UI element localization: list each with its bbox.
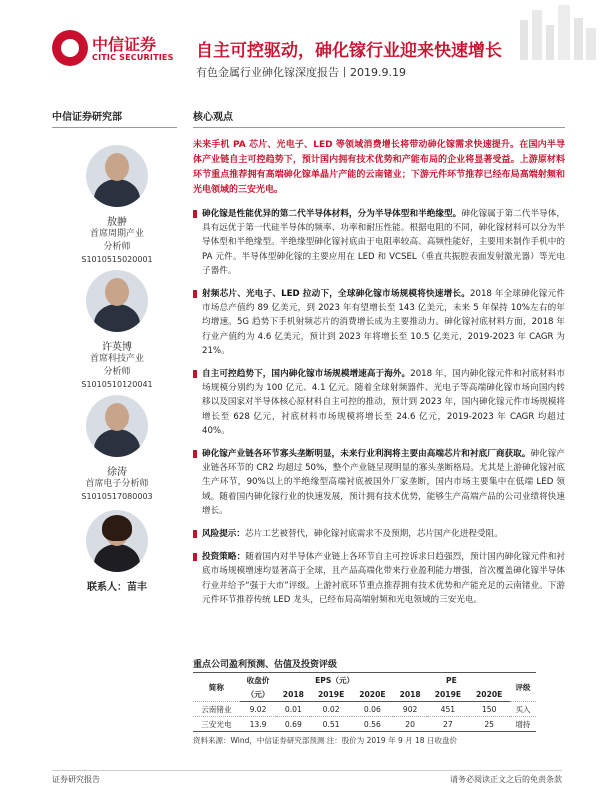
paragraph-lead: 风险提示： <box>202 529 245 540</box>
analyst-card <box>52 270 182 389</box>
cell-pe: 451 <box>427 702 468 717</box>
analyst-card <box>52 395 182 501</box>
paragraph-lead: 射频芯片、光电子、LED 拉动下，全球砷化镓市场规模将快速增长。 <box>202 289 471 300</box>
cell-rating: 增持 <box>510 717 536 732</box>
decorative-skyline-icon <box>510 0 600 60</box>
footer-left-text: 证券研究报告 <box>52 775 100 784</box>
col-header-name: 简称 <box>193 673 240 702</box>
cell-pe: 902 <box>393 702 427 717</box>
bullet-marker-icon <box>193 210 197 218</box>
col-header-year: 2019E <box>427 687 468 702</box>
col-header-year: 2018 <box>276 687 310 702</box>
cell-eps: 0.06 <box>352 702 393 717</box>
table-title: 重点公司盈利预测、估值及投资评级 <box>193 660 338 670</box>
analyst-card <box>52 145 182 264</box>
paragraph-text: 2018 年全球砷化镓元件市场总产值约 89 亿美元，到 2023 年有望增长至 143 亿美元，未来 5 年保持 10%左右的年均增速。5G 趋势下手机射频芯片的消费增长成为主要推动力。砷化镓衬底材料方面，2018 年行业产值约为 4.6 亿美元，预计到 2023 年将增长至 10.5 亿美元，2019-2023 年 CAGR 为 21%。 <box>202 289 565 356</box>
col-header-year: 2020E <box>469 687 510 702</box>
strategy-paragraph <box>193 550 565 607</box>
analyst-role: 分析师 <box>103 242 131 252</box>
citic-logo-icon <box>52 30 88 66</box>
cell-price: 13.9 <box>240 717 276 732</box>
contact-card <box>52 510 182 593</box>
analyst-license: S1010510120041 <box>81 380 153 389</box>
bullet-marker-icon <box>193 290 197 298</box>
footer-disclaimer-text: 请务必阅读正文之后的免责条款 <box>450 775 562 784</box>
cell-price: 9.02 <box>240 702 276 717</box>
analyst-name: 许英博 <box>102 342 132 353</box>
analyst-name: 敖翀 <box>107 217 127 228</box>
cell-eps: 0.56 <box>352 717 393 732</box>
cell-pe: 20 <box>393 717 427 732</box>
col-header-year: 2020E <box>352 687 393 702</box>
analyst-sidebar <box>52 108 182 128</box>
analyst-role: 首席周期产业 <box>89 229 144 239</box>
table-source-note: 资料来源：Wind，中信证券研究部预测 注：股价为 2019 年 9 月 18 日收盘价 <box>193 736 457 745</box>
bullet-marker-icon <box>193 530 197 538</box>
view-paragraph <box>193 207 565 278</box>
contact-person: 联系人：苗丰 <box>87 582 147 593</box>
paragraph-lead: 砷化镓产业链各环节寡头垄断明显，未来行业利润将主要由高端芯片和衬底厂商获取。 <box>202 449 531 460</box>
report-subtitle: 有色金属行业砷化镓深度报告丨2019.9.19 <box>196 66 406 79</box>
logo-en-text: CITIC SECURITIES <box>92 53 174 62</box>
avatar <box>86 395 148 457</box>
analyst-license: S1010517080003 <box>81 492 153 501</box>
col-header-year: 2019E <box>310 687 351 702</box>
bullet-marker-icon <box>193 370 197 378</box>
cell-eps: 0.02 <box>310 702 351 717</box>
report-title: 自主可控驱动，砷化镓行业迎来快速增长 <box>196 41 502 61</box>
cell-eps: 0.69 <box>276 717 310 732</box>
analyst-role: 首席电子分析师 <box>85 479 149 489</box>
analyst-role: 分析师 <box>103 367 131 377</box>
paragraph-lead: 砷化镓是性能优异的第二代半导体材料，分为半导体型和半绝缘型。 <box>202 209 462 219</box>
avatar <box>86 510 148 572</box>
view-paragraph <box>193 447 565 518</box>
col-header-price: 收盘价 <box>240 673 276 688</box>
cell-name: 三安光电 <box>193 717 240 732</box>
paragraph-text: 2018 年，国内砷化镓元件和衬底材料市场规模分别约为 100 亿元、4.1 亿元。随着全球射频器件、光电子等高端砷化镓市场向国内转移以及国家对半导体核心原材料自主可控的推动，预计到 2023 年，国内砷化镓元件市场规模将增长至 628 亿元，衬底材料市场规模将增长至 24.6 亿元，2019-2023 年 CAGR 均超过 40%。 <box>202 369 565 436</box>
cell-pe: 25 <box>469 717 510 732</box>
cell-pe: 27 <box>427 717 468 732</box>
core-views-heading: 核心观点 <box>193 108 565 128</box>
col-header-rating: 评级 <box>510 673 536 702</box>
col-header-pe: PE <box>393 673 510 688</box>
analyst-license: S1010515020001 <box>81 255 153 264</box>
paragraph-text: 芯片工艺被替代，砷化镓衬底需求不及预期，芯片国产化进程受阻。 <box>244 529 503 540</box>
cell-name: 云南锗业 <box>193 702 240 717</box>
bullet-marker-icon <box>193 450 197 458</box>
bullet-marker-icon <box>193 553 197 561</box>
paragraph-text: 砷化镓产业链各环节的 CR2 均超过 50%，整个产业链呈现明显的寡头垄断格局。尤其是上游砷化镓衬底生产环节，90%以上的半绝缘型高端衬底被国外厂家垄断，国内市场主要集中在低端 LED 领域。随着国内砷化镓行业的快速发展，预计拥有技术优势，能够生产高端产品的公司业绩将快速增长。 <box>202 449 565 516</box>
summary-text: 未来手机 PA 芯片、光电子、LED 等领域消费增长将带动砷化镓需求快速提升。在国内半导体产业链自主可控趋势下，预计国内拥有技术优势和产能布局的企业将显著受益。上游原材料环节重点推荐拥有高端砷化镓单晶片产能的云南锗业；下游元件环节推荐已经布局高端射频和光电领域的三安光电。 <box>193 140 565 195</box>
logo-cn-text: 中信证券 <box>92 35 157 54</box>
col-header-eps: EPS（元） <box>276 673 393 688</box>
col-header-price-unit: （元） <box>240 687 276 702</box>
cell-pe: 150 <box>469 702 510 717</box>
avatar <box>86 145 148 207</box>
report-header <box>0 0 600 92</box>
table-row <box>193 717 536 732</box>
page-footer <box>52 770 562 785</box>
table-row <box>193 702 536 717</box>
paragraph-lead: 投资策略： <box>202 552 246 563</box>
risk-paragraph <box>193 527 565 541</box>
paragraph-lead: 自主可控趋势下，国内砷化镓市场规模增速高于海外。 <box>202 369 411 380</box>
paragraph-text: 砷化镓属于第二代半导体，具有远优于第一代硅半导体的频率、功率和耐压性能。根据电阻的不同，砷化镓材料可以分为半导体型和半绝缘型。半绝缘型砷化镓衬底由于电阻率较高、高频性能好，主要用来制作手机中的 PA 元件。半导体型砷化镓的主要应用在 LED 和 VCSEL（垂直共振腔表面发射激光器）等光电子器件。 <box>202 209 565 276</box>
research-dept-heading: 中信证券研究部 <box>52 108 177 128</box>
cell-rating: 买入 <box>510 702 536 717</box>
cell-eps: 0.01 <box>276 702 310 717</box>
analyst-name: 徐涛 <box>107 467 127 478</box>
avatar <box>86 270 148 332</box>
paragraph-text: 随着国内对半导体产业链上各环节自主可控诉求日趋强烈，预计国内砷化镓元件和衬底市场规模增速均显著高于全球，且产品高端化带来行业盈利能力增强，首次覆盖砷化镓半导体行业并给予“强于大市”评级。上游衬底环节重点推荐拥有技术优势和产能充足的云南锗业。下游元件环节推荐传统 LED 龙头，已经布局高端射频和光电领域的三安光电。 <box>202 552 565 605</box>
col-header-year: 2018 <box>393 687 427 702</box>
view-paragraph <box>193 287 565 358</box>
analyst-role: 首席科技产业 <box>89 354 144 364</box>
core-views-section <box>193 108 565 607</box>
forecast-table <box>193 672 536 732</box>
cell-eps: 0.51 <box>310 717 351 732</box>
view-paragraph <box>193 367 565 438</box>
